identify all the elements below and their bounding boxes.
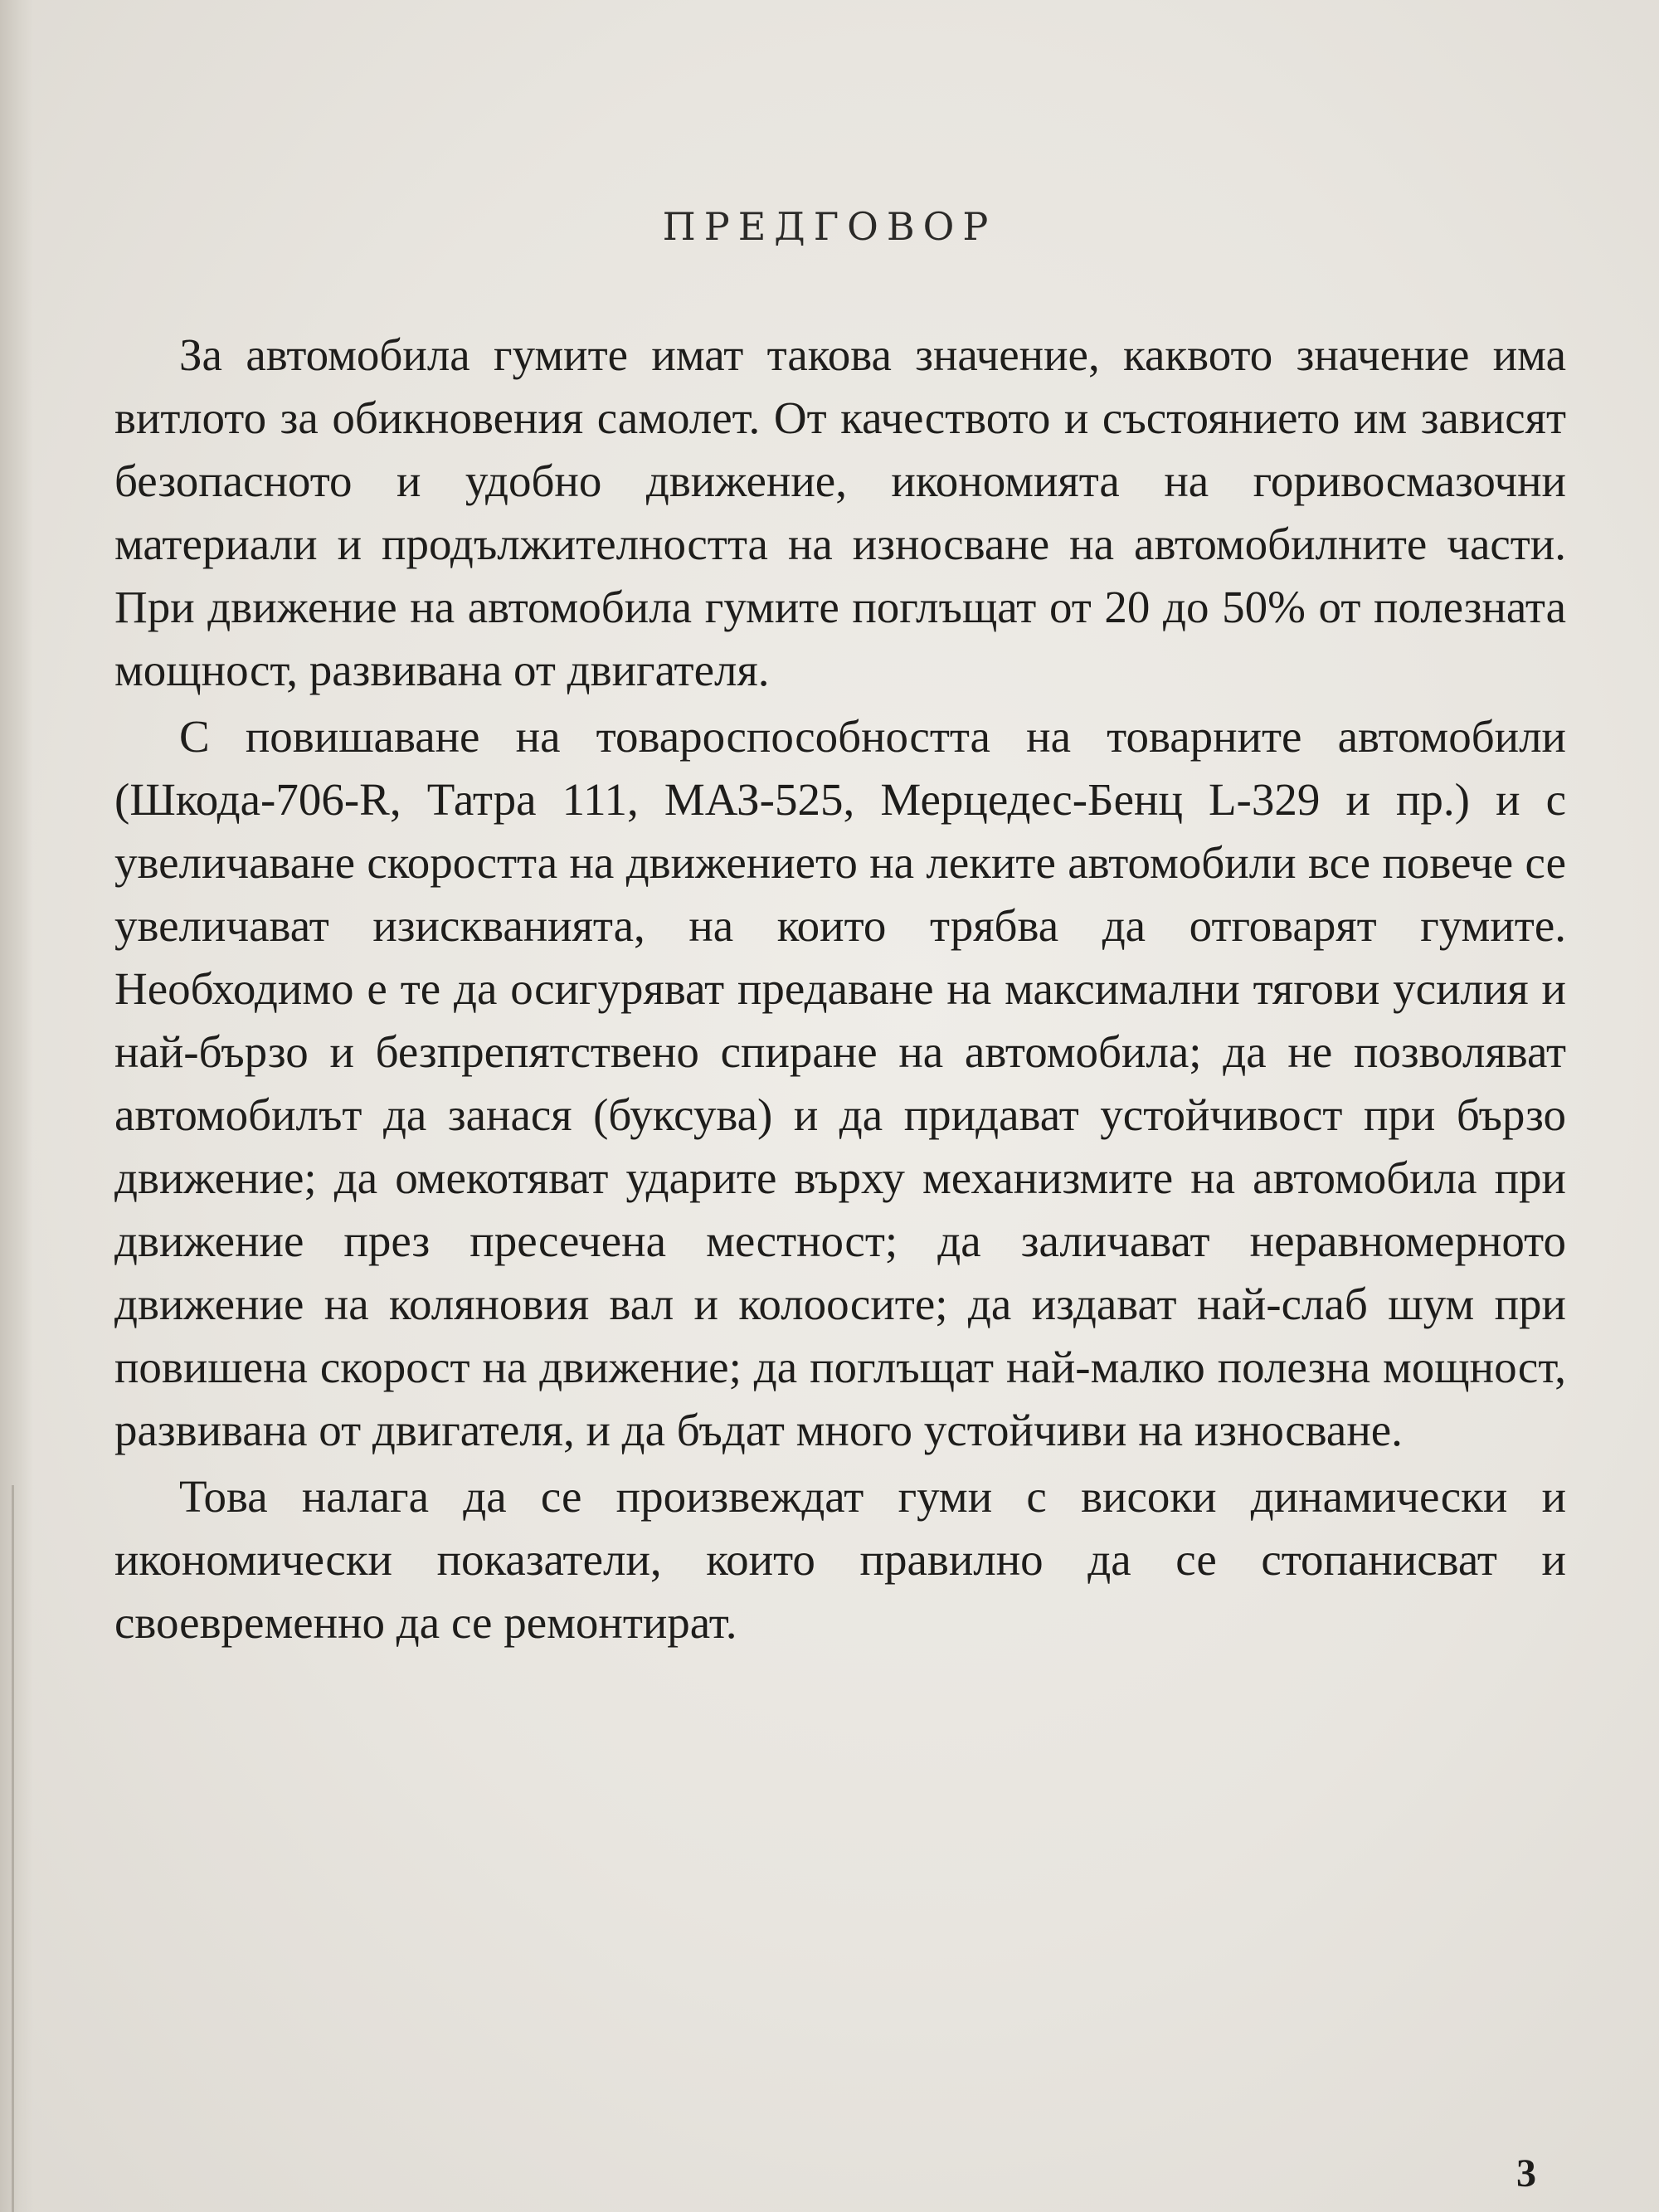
body-text xyxy=(114,324,1566,1654)
paragraph-2: С повишаване на товароспособността на товарните автомобили (Шкода-706-R, Татра 111, МАЗ-525, Мерцедес-Бенц L-329 и пр.) и с увеличаване скоростта на движението на леките автомобили все повече се увеличават изискванията, на които трябва да отговарят гумите. Необходимо е те да осигуряват предаване на максимални тягови усилия и най-бързо и безпрепятствено спиране на автомобила; да не позволяват автомобилът да занася (буксува) и да придават устойчивост при бързо движение; да омекотяват ударите върху механизмите на автомобила при движение през пресечена местност; да заличават неравномерното движение на коляновия вал и колоосите; да издават най-слаб шум при повишена скорост на движение; да поглъщат най-малко полезна мощност, развивана от двигателя, и да бъдат много устойчиви на износване. xyxy=(114,711,1566,1455)
binding-edge xyxy=(12,1485,14,2212)
paragraph-1: За автомобила гумите имат такова значение, каквото значение има витлото за обикновения самолет. От качеството и състоянието им зависят безопасното и удобно движение, икономията на горивосмазочни материали и продължителността на износване на автомобилните части. При движение на автомобила гумите поглъщат от 20 до 50% от полезната мощност, развивана от двигателя. xyxy=(114,329,1566,695)
page-number: 3 xyxy=(1516,2151,1536,2195)
page-title: ПРЕДГОВОР xyxy=(662,204,997,249)
paragraph-3: Това налага да се произвеждат гуми с високи динамически и икономически показатели, които правилно да се стопанисват и своевременно да се ремонтират. xyxy=(114,1471,1566,1648)
book-spine-shadow xyxy=(0,0,33,2212)
